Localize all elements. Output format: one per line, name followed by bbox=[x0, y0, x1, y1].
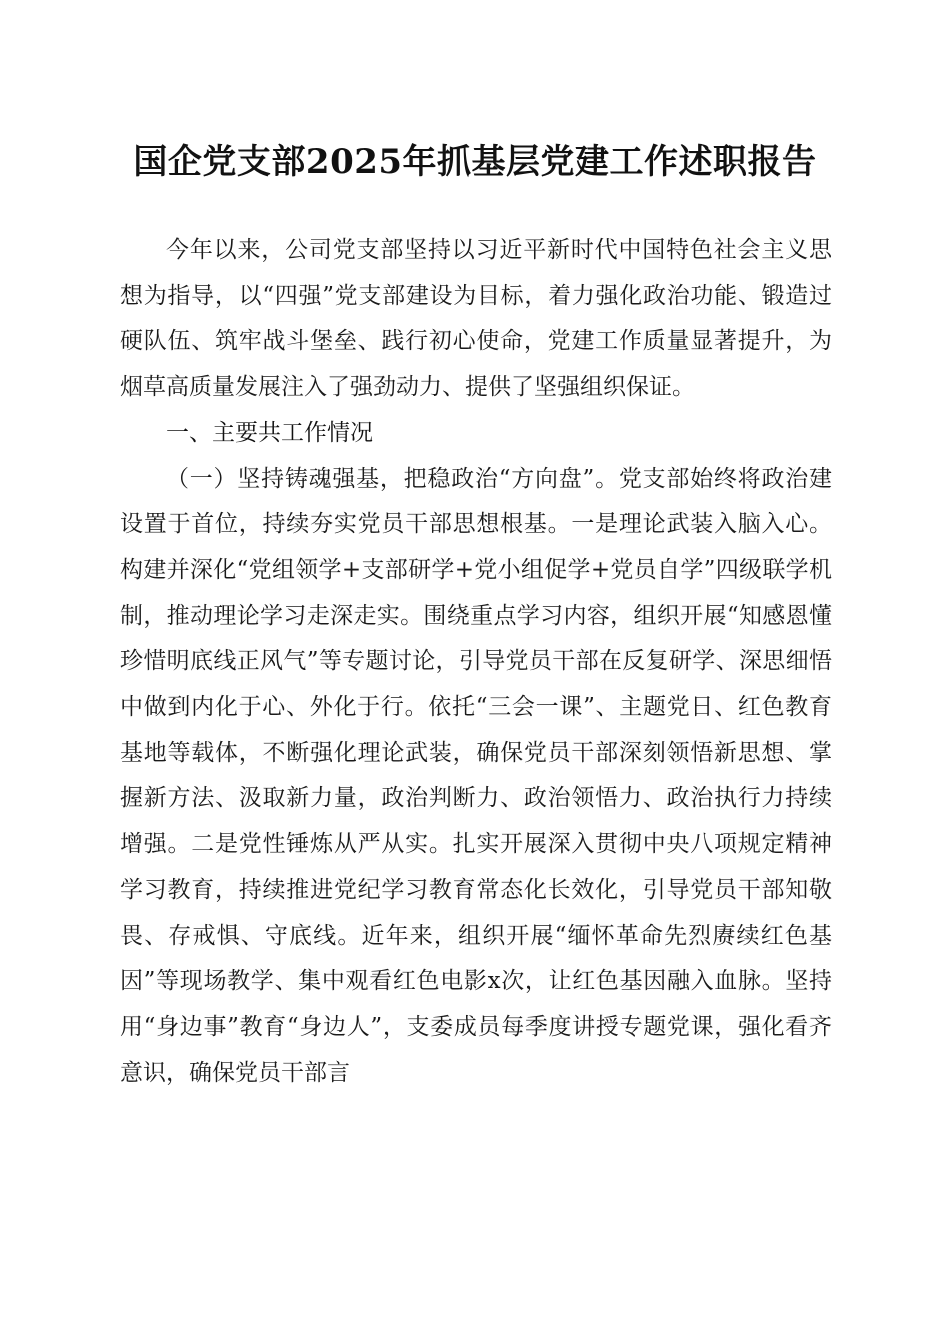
intro-paragraph: 今年以来，公司党支部坚持以习近平新时代中国特色社会主义思想为指导，以“四强”党支部建设为目标，着力强化政治功能、锻造过硬队伍、筑牢战斗堡垒、践行初心使命，党建工作质量显著提升，为烟草高质量发展注入了强劲动力、提供了坚强组织保证。 bbox=[120, 237, 832, 401]
section-paragraph-political-building: （一）坚持铸魂强基，把稳政治“方向盘”。党支部始终将政治建设置于首位，持续夯实党员干部思想根基。一是理论武装入脑入心。构建并深化“党组领学+支部研学+党小组促学+党员自学”四级联学机制，推动理论学习走深走实。围绕重点学习内容，组织开展“知感恩懂珍惜明底线正风气”等专题讨论，引导党员干部在反复研学、深思细悟中做到内化于心、外化于行。依托“三会一课”、主题党日、红色教育基地等载体，不断强化理论武装，确保党员干部深刻领悟新思想、掌握新方法、汲取新力量，政治判断力、政治领悟力、政治执行力持续增强。二是党性锤炼从严从实。扎实开展深入贯彻中央八项规定精神学习教育，持续推进党纪学习教育常态化长效化，引导党员干部知敬畏、存戒惧、守底线。近年来，组织开展“缅怀革命先烈赓续红色基因”等现场教学、集中观看红色电影x次，让红色基因融入血脉。坚持用“身边事”教育“身边人”，支委成员每季度讲授专题党课，强化看齐意识，确保党员干部言 bbox=[120, 465, 832, 1086]
document-body bbox=[120, 228, 832, 1096]
document-title: 国企党支部2025年抓基层党建工作述职报告 bbox=[133, 142, 817, 182]
section-heading-main-work: 一、主要共工作情况 bbox=[166, 419, 373, 446]
